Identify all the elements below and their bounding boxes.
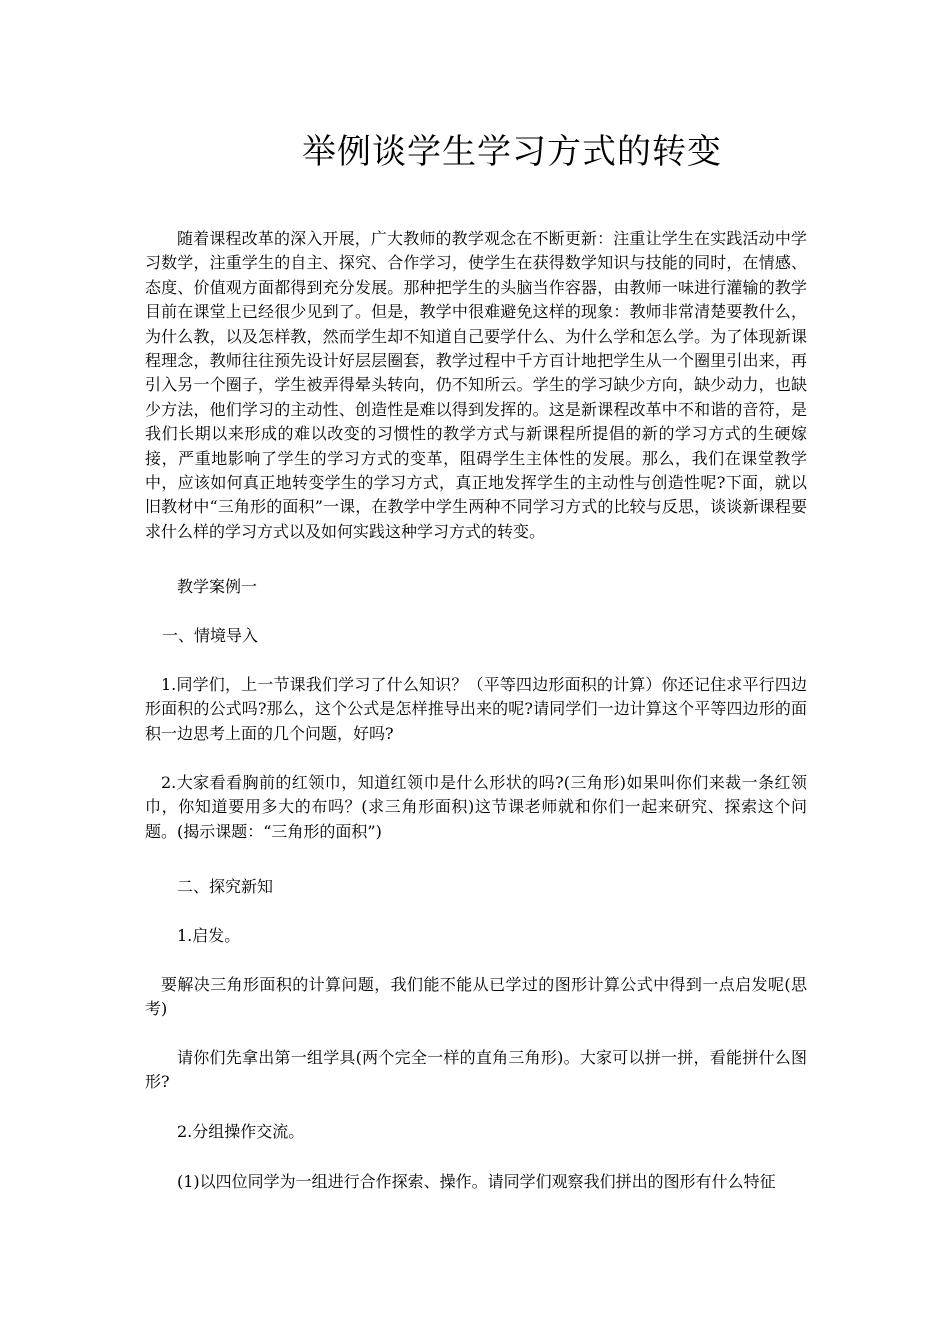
document-title: 举例谈学生学习方式的转变 (302, 132, 722, 172)
section2-heading: 二、探究新知 (177, 877, 274, 896)
intro-paragraph: 随着课程改革的深入开展，广大教师的教学观念在不断更新：注重让学生在实践活动中学习数学，注重学生的自主、探究、合作学习，使学生在获得数学知识与技能的同时，在情感、态度、价值观方面都得到充分发展。那种把学生的头脑当作容器，由教师一味进行灌输的教学目前在课堂上已经很少见到了。但是，教学中很难避免这样的现象：教师非常清楚要教什么，为什么教，以及怎样教，然而学生却不知道自己要学什么、为什么学和怎么学。为了体现新课程理念，教师往往预先设计好层层圈套，教学过程中千方百计地把学生从一个圈里引出来，再引入另一个圈子，学生被弄得晕头转向，仍不知所云。学生的学习缺少方向，缺少动力，也缺少方法，他们学习的主动性、创造性是难以得到发挥的。这是新课程改革中不和谐的音符，是我们长期以来形成的难以改变的习惯性的教学方式与新课程所提倡的新的学习方式的生硬嫁接，严重地影响了学生的学习方式的变革，阻碍学生主体性的发展。那么，我们在课堂教学中，应该如何真正地转变学生的学习方式，真正地发挥学生的主动性与创造性呢?下面，就以旧教材中“三角形的面积”一课，在教学中学生两种不同学习方式的比较与反思，谈谈新课程要求什么样的学习方式以及如何实践这种学习方式的转变。 (145, 229, 807, 541)
step2-paragraph: (1)以四位同学为一组进行合作探索、操作。请同学们观察我们拼出的图形有什么特征 (177, 1172, 776, 1191)
item1-paragraph: 1.同学们，上一节课我们学习了什么知识？（平等四边形面积的计算）你还记住求平行四边形面积的公式吗?那么，这个公式是怎样推导出来的呢?请同学们一边计算这个平等四边形的面积一边思考上面的几个问题，好吗? (145, 675, 807, 743)
step1-heading: 1.启发。 (177, 926, 241, 945)
step1-paragraph-2: 请你们先拿出第一组学具(两个完全一样的直角三角形)。大家可以拼一拼，看能拼什么图形? (145, 1048, 807, 1092)
item2-paragraph: 2.大家看看胸前的红领巾，知道红领巾是什么形状的吗?(三角形)如果叫你们来裁一条红领巾，你知道要用多大的布吗？(求三角形面积)这节课老师就和你们一起来研究、探索这个问题。(揭示课题：“三角形的面积”) (145, 773, 807, 841)
section1-heading: 一、情境导入 (162, 626, 259, 645)
case-heading: 教学案例一 (177, 577, 258, 596)
step2-heading: 2.分组操作交流。 (177, 1122, 305, 1141)
step1-paragraph: 要解决三角形面积的计算问题，我们能不能从已学过的图形计算公式中得到一点启发呢(思考) (145, 975, 807, 1019)
